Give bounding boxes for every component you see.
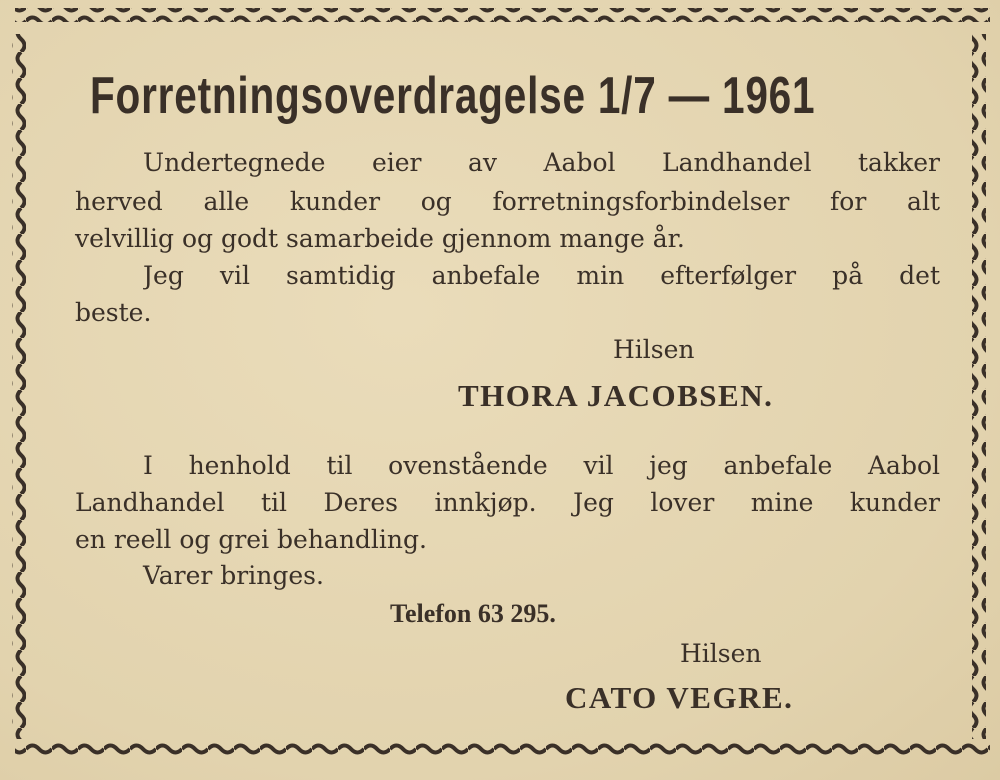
notice2-line: I henhold til ovenstående vil jeg anbefale Aabol <box>143 451 940 480</box>
notice1-line: beste. <box>75 298 152 327</box>
notice2-line: en reell og grei behandling. <box>75 525 427 554</box>
notice2-line: Landhandel til Deres innkjøp. Jeg lover mine kunder <box>75 488 940 517</box>
notice2-phone: Telefon 63 295. <box>390 599 556 628</box>
notice1-line: Undertegnede eier av Aabol Landhandel takker <box>143 148 940 177</box>
notice1-signature: THORA JACOBSEN. <box>458 378 774 413</box>
notice1-line: herved alle kunder og forretningsforbindelser for alt <box>75 187 940 216</box>
notice2-line: Varer bringes. <box>143 561 324 590</box>
notice1-line: Jeg vil samtidig anbefale min efterfølger på det <box>143 261 940 290</box>
notice2-greeting: Hilsen <box>680 639 762 668</box>
page-title: Forretningsoverdragelse 1/7 — 1961 <box>90 67 816 125</box>
notice2-signature: CATO VEGRE. <box>565 680 794 715</box>
notice1-greeting: Hilsen <box>613 335 695 364</box>
notice1-line: velvillig og godt samarbeide gjennom mange år. <box>75 224 685 253</box>
